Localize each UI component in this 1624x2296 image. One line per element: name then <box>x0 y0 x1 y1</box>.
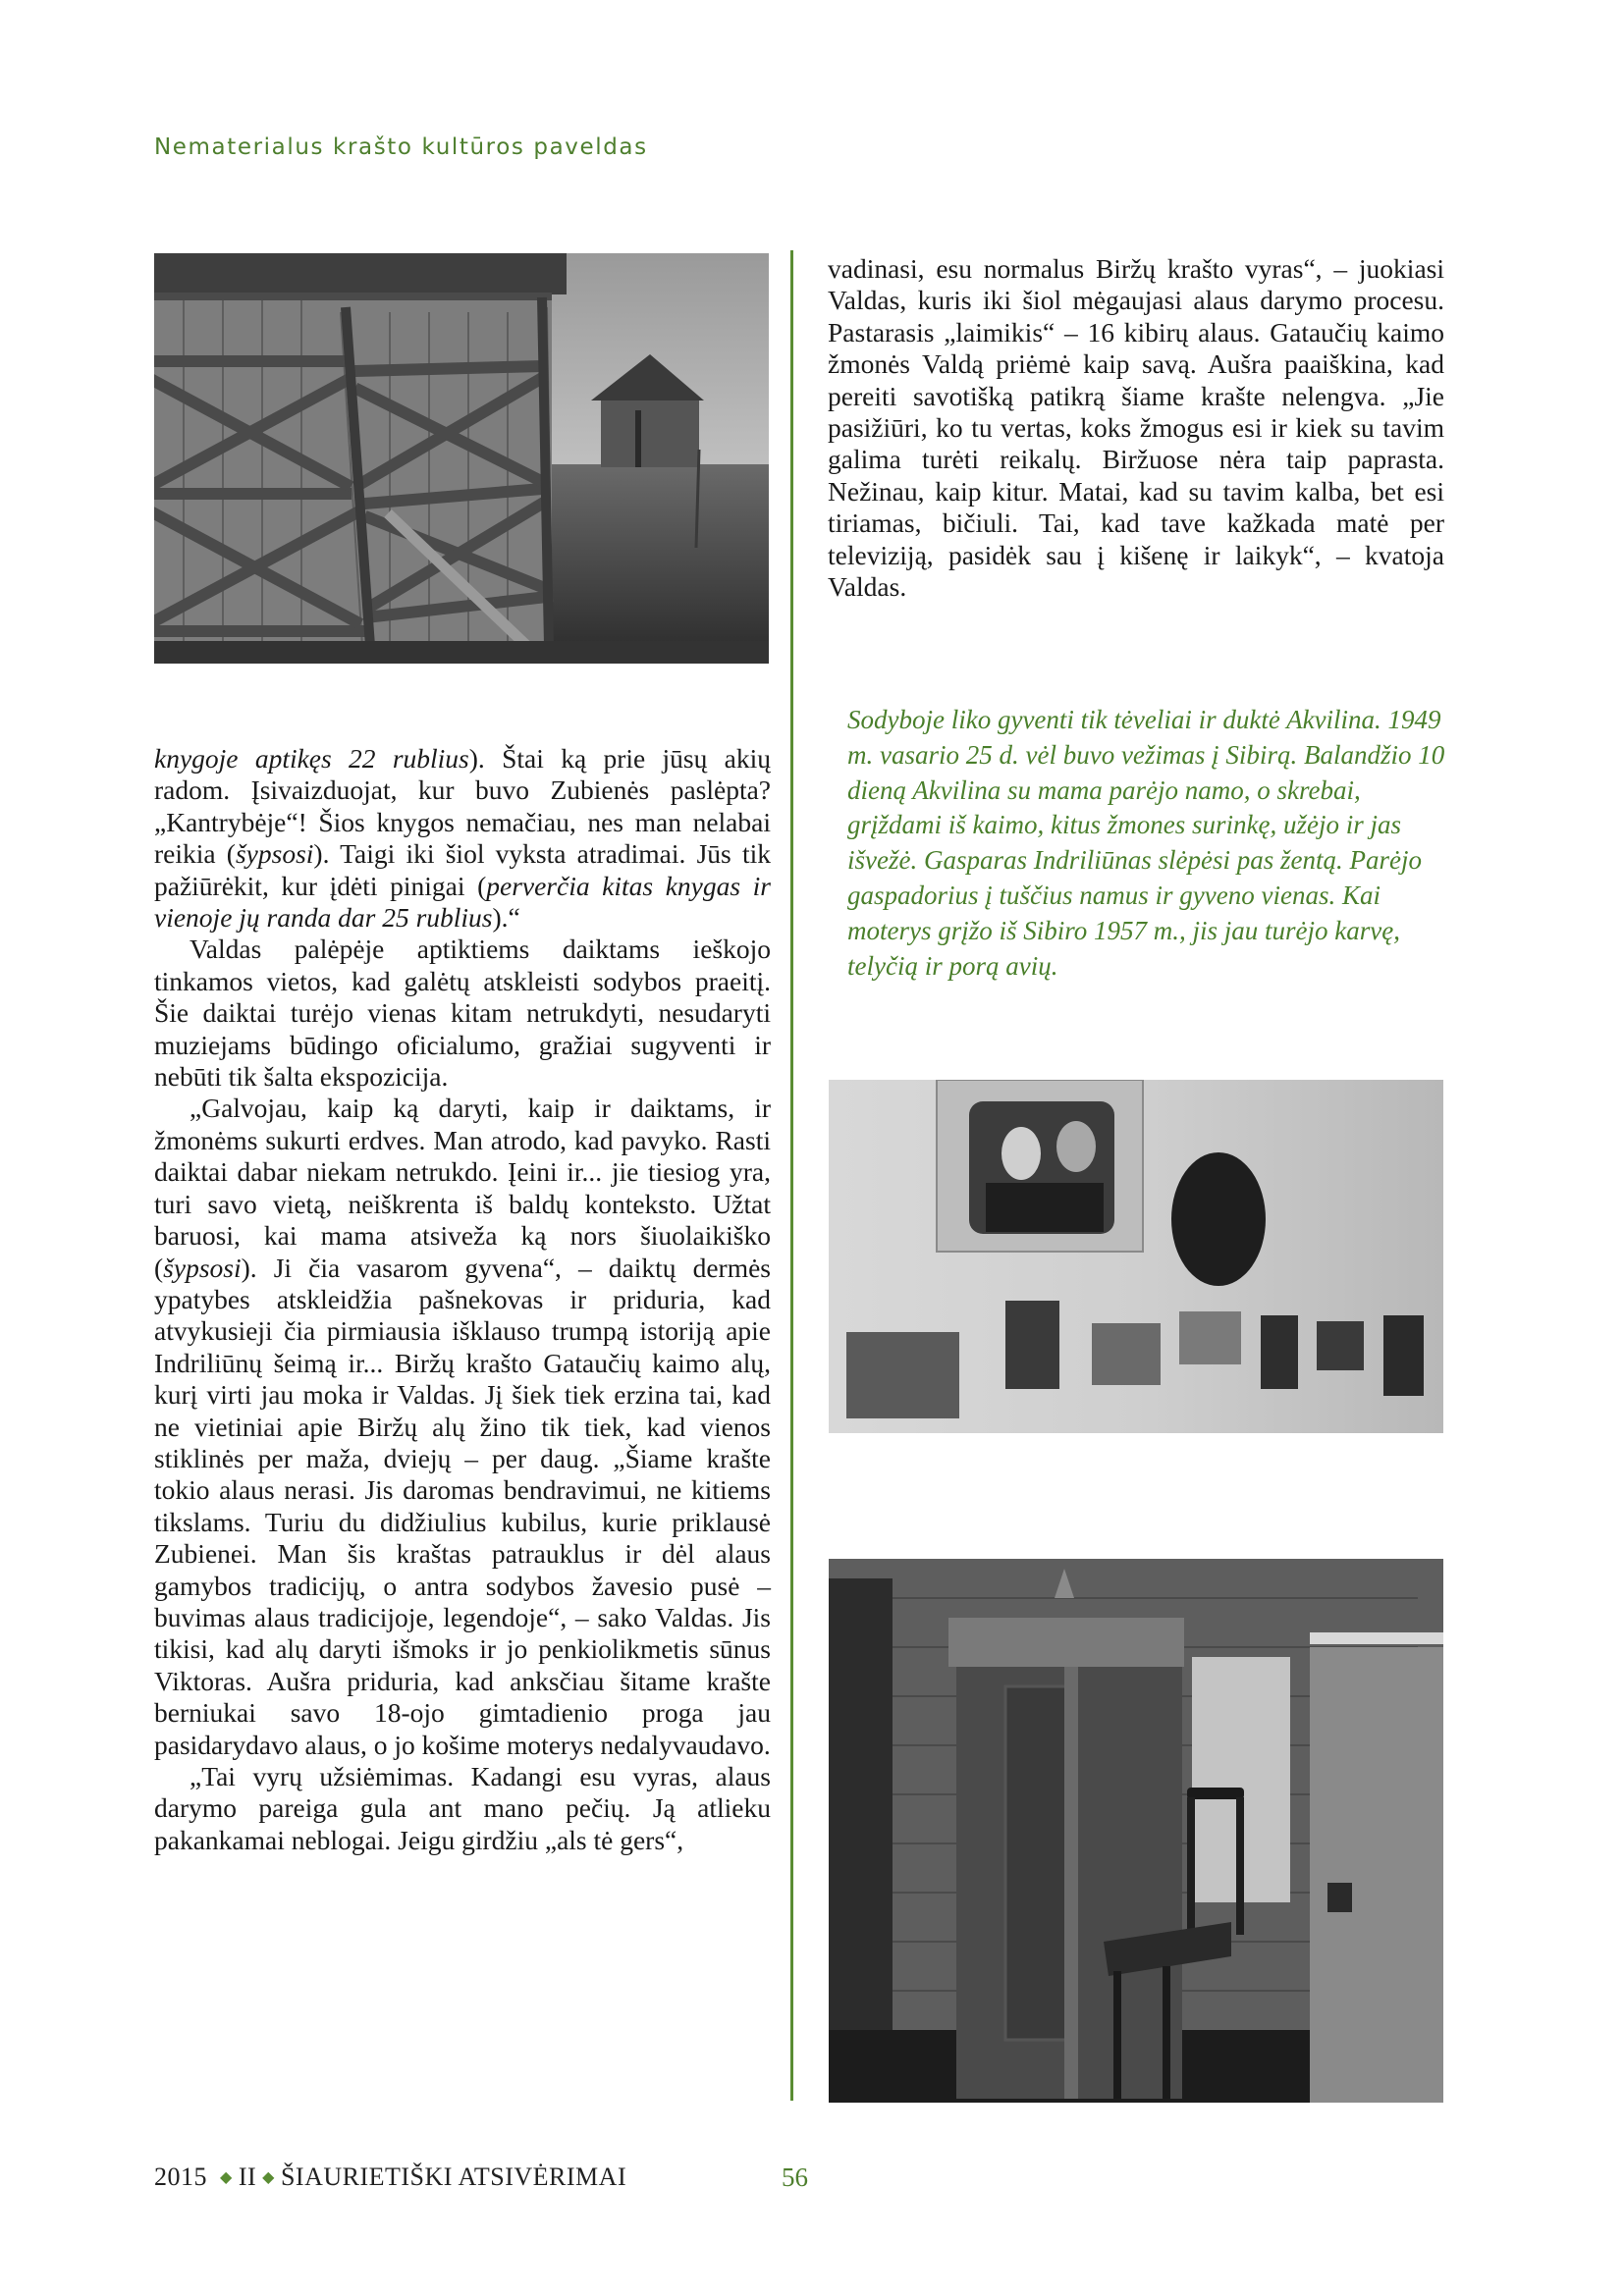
footer-journal <box>154 2163 626 2192</box>
sidebar-historical-note: Sodyboje liko gyventi tik tėveliai ir duktė Akvilina. 1949 m. vasario 25 d. vėl buvo vežimas į Sibirą. Balandžio 10 dieną Akvilina su mama parėjo namo, o skrebai, grįždami iš kaimo, kitus žmones surinkę, užėjo ir jas išvežė. Gasparas Indriliūnas slėpėsi pas žentą. Parėjo gaspadorius į tuščius namus ir gyveno vienas. Kai moterys grįžo iš Sibiro 1957 m., jis jau turėjo karvę, telyčią ir porą avių. <box>847 705 1445 981</box>
diamond-icon: ◆ <box>220 2169 233 2186</box>
paragraph: Valdas palėpėje aptiktiems daiktams ieškojo tinkamos vietos, kad galėtų atskleisti sodybos praeitį. Šie daiktai turėjo vienas kitam netrukdyti, nesudaryti muziejams būdingo oficialumo, gražiai sugyventi ir nebūti tik šalta ekspozicija. <box>154 934 771 1093</box>
article-text-right-top <box>828 253 1444 603</box>
paragraph: vadinasi, esu normalus Biržų krašto vyras“, – juokiasi Valdas, kuris iki šiol mėgaujasi alaus darymo procesu. Pastarasis „laimikis“ – 16 kibirų alaus. Gataučių kaimo žmonės Valdą priėmė kaip savą. Aušra paaiškina, kad pereiti savotišką patikrą šiame krašte nelengva. „Jie pasižiūri, ko tu vertas, koks žmogus esi ir kiek su tavim galima turėti reikalų. Biržuose nėra taip paprasta. Nežinau, kaip kitur. Matai, kad su tavim kalba, bet esi tiriamas, bičiuli. Tai, kad tave kažkada matė per televiziją, pasidėk sau į kišenę ir laikyk“, – kvatoja Valdas. <box>828 253 1444 603</box>
paragraph: „Galvojau, kaip ką daryti, kaip ir daiktams, ir žmonėms sukurti erdves. Man atrodo, kad pavyko. Rasti daiktai dabar niekam netrukdo. Įeini ir... jie tiesiog yra, turi savo vietą, neiškrenta iš baldų konteksto. Užtat baruosi, kai mama atsiveža ką nors šiuolaikiško (šypsosi). Ji čia vasarom gyvena“, – daiktų dermės ypatybes atskleidžia pašnekovas ir priduria, kad atvykusieji čia pirmiausia išklauso trumpą istoriją apie Indriliūnų šeimą ir... Biržų krašto Gataučių kaimo alų, kurį virti jau moka ir Valdas. Jį šiek tiek erzina tai, kad ne vietiniai apie Biržų alų žino tik tiek, kad vienos stiklinės per maža, dviejų – per daug. „Šiame krašte tokio alaus nerasi. Jis daromas bendravimui, ne kitiems tikslams. Turiu du didžiulius kubilus, kurie priklausė Zubienei. Man šis kraštas patrauklus ir dėl alaus gamybos tradicijų, o antra sodybos žavesio pusė – buvimas alaus tradicijoje, legendoje“, – sako Valdas. Jis tikisi, kad alų daryti išmoks ir jo penkiolikmetis sūnus Viktoras. Aušra priduria, kad anksčiau šitame krašte berniukai savo 18-ojo gimtadienio proga jau pasidarydavo alaus, o jo košime moterys nedalyvaudavo. <box>154 1093 771 1760</box>
paragraph: „Tai vyrų užsiėmimas. Kadangi esu vyras, alaus darymo pareiga gula ant mano pečių. Ją atlieku pakankamai neblogai. Jeigu girdžiu „als tė gers“, <box>154 1761 771 1855</box>
footer-issue: II <box>238 2163 257 2191</box>
italic-aside: šypsosi <box>235 838 314 870</box>
italic-aside: knygoje aptikęs 22 rublius <box>154 743 469 774</box>
article-text-left <box>154 743 771 1856</box>
footer-journal-name: ŠIAURIETIŠKI ATSIVĖRIMAI <box>280 2163 627 2191</box>
paragraph: knygoje aptikęs 22 rublius). Štai ką prie jūsų akių radom. Įsivaizduojat, kur buvo Zubienės paslėpta? „Kantrybėje“! Šios knygos nemačiau, nes man nelabai reikia (šypsosi). Taigi iki šiol vyksta atradimai. Jūs tik pažiūrėkit, kur įdėti pinigai (perverčia kitas knygas ir vienoje jų randa dar 25 rublius).“ <box>154 743 772 934</box>
italic-aside: šypsosi <box>163 1252 242 1283</box>
photo-portrait-wall <box>829 1080 1443 1439</box>
diamond-icon: ◆ <box>262 2169 275 2186</box>
page-number: 56 <box>782 2163 808 2192</box>
photo-interior-wardrobe <box>829 1559 1443 2103</box>
running-head-title: Nematerialus krašto kultūros paveldas <box>154 134 648 160</box>
column-divider <box>790 250 793 2101</box>
footer-year: 2015 <box>154 2163 207 2191</box>
italic-aside: perverčia kitas knygas ir vienoje jų randa dar 25 rublius <box>154 870 772 934</box>
photo-barn-door <box>154 253 769 664</box>
